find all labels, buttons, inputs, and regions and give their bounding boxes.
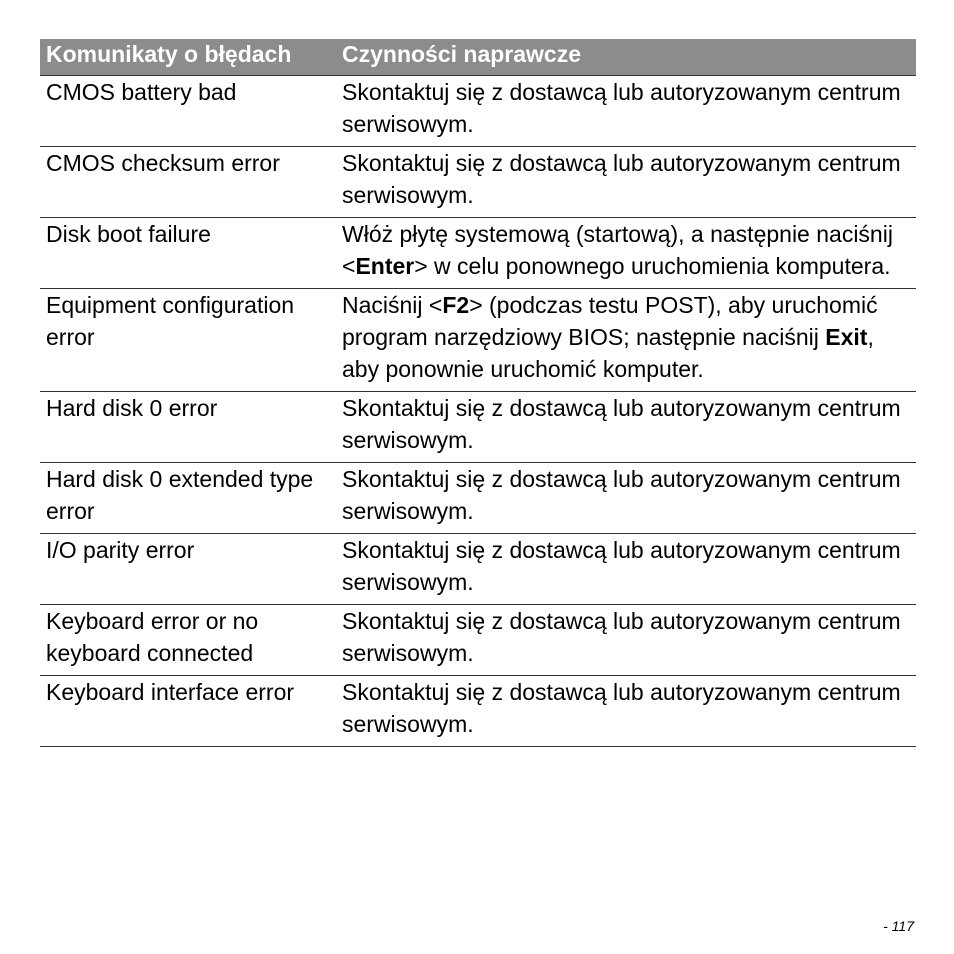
action-text: Skontaktuj się z dostawcą lub autoryzowanym centrum serwisowym. bbox=[342, 537, 901, 595]
table-row bbox=[40, 605, 916, 676]
corrective-action-cell bbox=[336, 289, 916, 391]
error-message-cell: Keyboard error or no keyboard connected bbox=[46, 608, 259, 666]
corrective-action-cell bbox=[336, 76, 916, 146]
error-message-cell: Hard disk 0 extended type error bbox=[46, 466, 314, 524]
error-message-cell: I/O parity error bbox=[46, 537, 195, 563]
corrective-action-cell bbox=[336, 218, 916, 288]
error-message-cell: Equipment configuration error bbox=[46, 292, 295, 350]
action-text: Naciśnij < bbox=[342, 292, 443, 318]
header-error-messages: Komunikaty o błędach bbox=[46, 41, 292, 67]
table-body bbox=[40, 76, 916, 747]
table-row bbox=[40, 392, 916, 463]
action-text: Skontaktuj się z dostawcą lub autoryzowanym centrum serwisowym. bbox=[342, 679, 901, 737]
action-text: Skontaktuj się z dostawcą lub autoryzowanym centrum serwisowym. bbox=[342, 395, 901, 453]
error-message-cell: Hard disk 0 error bbox=[46, 395, 218, 421]
action-text: Skontaktuj się z dostawcą lub autoryzowanym centrum serwisowym. bbox=[342, 466, 901, 524]
table-row bbox=[40, 76, 916, 147]
error-messages-table bbox=[40, 39, 916, 747]
table-row bbox=[40, 534, 916, 605]
action-text: Włóż płytę systemową (startową), a następnie naciśnij < bbox=[342, 221, 893, 279]
corrective-action-cell bbox=[336, 463, 916, 533]
table-row bbox=[40, 463, 916, 534]
error-message-cell: CMOS checksum error bbox=[46, 150, 280, 176]
header-corrective-actions: Czynności naprawcze bbox=[342, 41, 582, 67]
key-name: F2 bbox=[442, 292, 470, 318]
error-message-cell: Keyboard interface error bbox=[46, 679, 295, 705]
key-name: Enter bbox=[355, 253, 415, 279]
page-number: - 117 bbox=[883, 918, 914, 934]
corrective-action-cell bbox=[336, 605, 916, 675]
corrective-action-cell bbox=[336, 392, 916, 462]
key-name: Exit bbox=[825, 324, 868, 350]
corrective-action-cell bbox=[336, 534, 916, 604]
action-text: , aby ponownie uruchomić komputer. bbox=[342, 324, 874, 382]
table-row bbox=[40, 289, 916, 392]
table-row bbox=[40, 676, 916, 747]
action-text: Skontaktuj się z dostawcą lub autoryzowanym centrum serwisowym. bbox=[342, 79, 901, 137]
table-row bbox=[40, 218, 916, 289]
corrective-action-cell bbox=[336, 147, 916, 217]
table-header-row bbox=[40, 39, 916, 76]
error-message-cell: CMOS battery bad bbox=[46, 79, 237, 105]
corrective-action-cell bbox=[336, 676, 916, 746]
action-text: > w celu ponownego uruchomienia komputera. bbox=[414, 253, 891, 279]
table-row bbox=[40, 147, 916, 218]
error-message-cell: Disk boot failure bbox=[46, 221, 211, 247]
action-text: > (podczas testu POST), aby uruchomić program narzędziowy BIOS; następnie naciśnij bbox=[342, 292, 878, 350]
action-text: Skontaktuj się z dostawcą lub autoryzowanym centrum serwisowym. bbox=[342, 608, 901, 666]
action-text: Skontaktuj się z dostawcą lub autoryzowanym centrum serwisowym. bbox=[342, 150, 901, 208]
